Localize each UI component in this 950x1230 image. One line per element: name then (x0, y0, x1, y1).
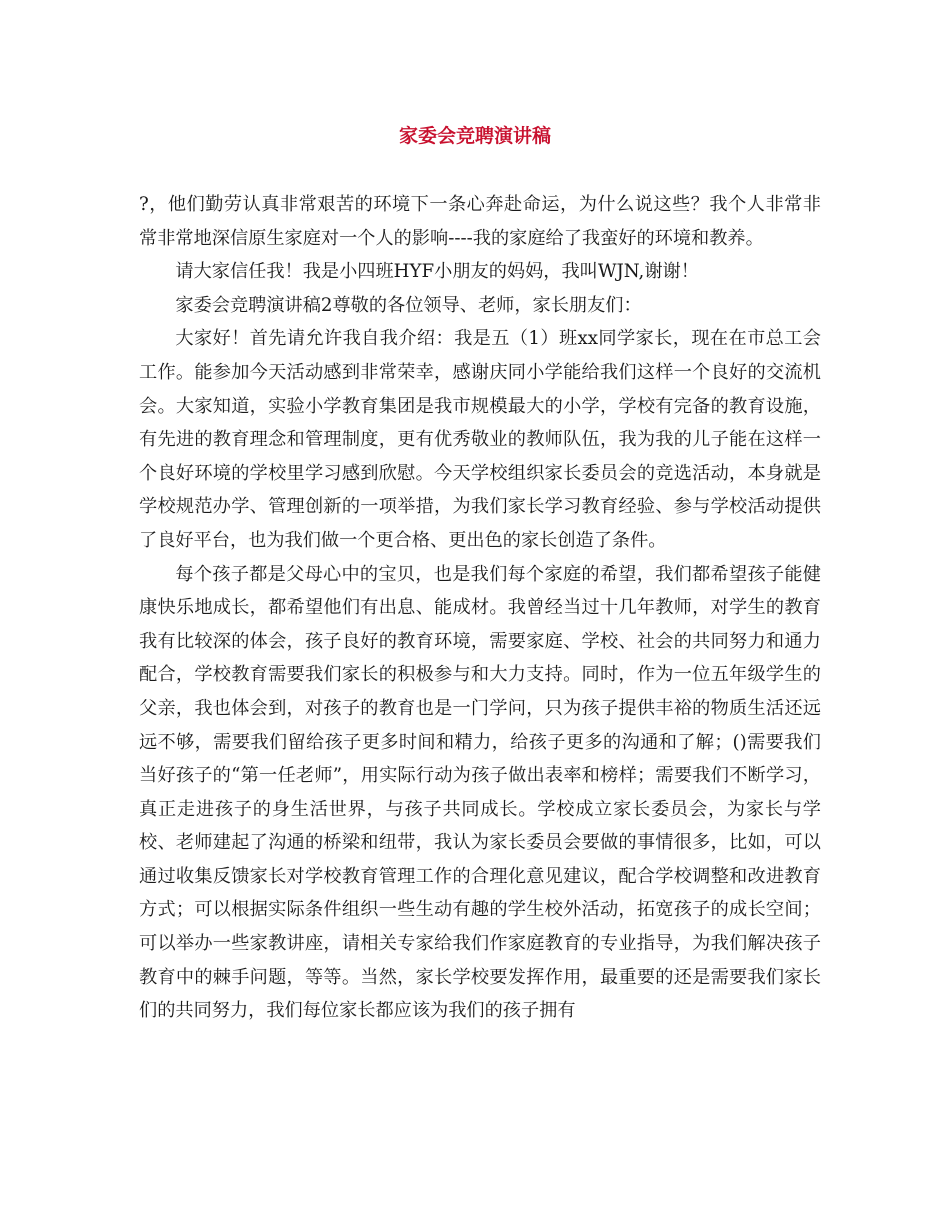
paragraph-2: 请大家信任我！我是小四班HYF小朋友的妈妈，我叫WJN,谢谢！ (175, 261, 699, 283)
document-body (139, 188, 821, 1028)
paragraph-5: 每个孩子都是父母心中的宝贝，也是我们每个家庭的希望，我们都希望孩子能健康快乐地成长，都希望他们有出息、能成材。我曾经当过十几年教师，对学生的教育我有比较深的体会，孩子良好的教育环境，需要家庭、学校、社会的共同努力和通力配合，学校教育需要我们家长的积极参与和大力支持。同时，作为一位五年级学生的父亲，我也体会到，对孩子的教育也是一门学问，只为孩子提供丰裕的物质生活还远远不够，需要我们留给孩子更多时间和精力，给孩子更多的沟通和了解；()需要我们当好孩子的“第一任老师”，用实际行动为孩子做出表率和榜样；需要我们不断学习，真正走进孩子的身生活世界，与孩子共同成长。学校成立家长委员会，为家长与学校、老师建起了沟通的桥梁和纽带，我认为家长委员会要做的事情很多，比如，可以通过收集反馈家长对学校教育管理工作的合理化意见建议，配合学校调整和改进教育方式；可以根据实际条件组织一些生动有趣的学生校外活动，拓宽孩子的成长空间；可以举办一些家教讲座，请相关专家给我们作家庭教育的专业指导，为我们解决孩子教育中的棘手问题，等等。当然，家长学校要发挥作用，最重要的还是需要我们家长们的共同努力，我们每位家长都应该为我们的孩子拥有 (139, 563, 821, 1022)
paragraph-4: 大家好！首先请允许我自我介绍：我是五（1）班xx同学家长，现在在市总工会工作。能参加今天活动感到非常荣幸，感谢庆同小学能给我们这样一个良好的交流机会。大家知道，实验小学教育集团是我市规模最大的小学，学校有完备的教育设施，有先进的教育理念和管理制度，更有优秀敬业的教师队伍，我为我的儿子能在这样一个良好环境的学校里学习感到欣慰。今天学校组织家长委员会的竞选活动，本身就是学校规范办学、管理创新的一项举措，为我们家长学习教育经验、参与学校活动提供了良好平台，也为我们做一个更合格、更出色的家长创造了条件。 (139, 328, 821, 551)
paragraph-3: 家委会竞聘演讲稿2尊敬的各位领导、老师，家长朋友们： (175, 294, 642, 316)
document-title: 家委会竞聘演讲稿 (398, 125, 551, 147)
paragraph-1: ?，他们勤劳认真非常艰苦的环境下一条心奔赴命运，为什么说这些？我个人非常非常非常地深信原生家庭对一个人的影响----我的家庭给了我蛮好的环境和教养。 (139, 194, 821, 249)
